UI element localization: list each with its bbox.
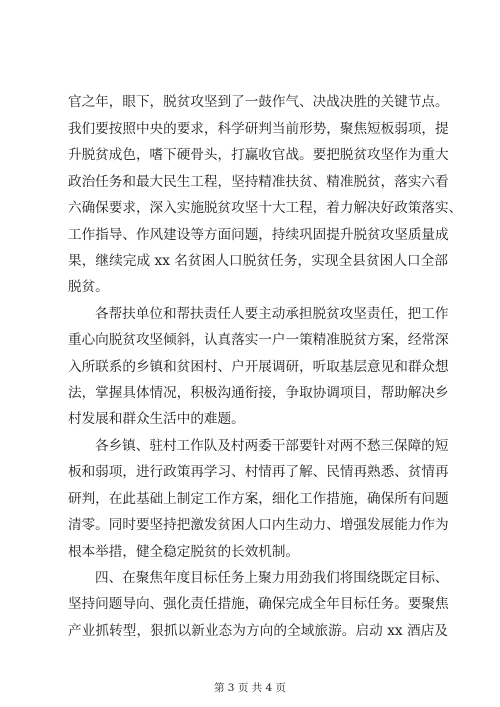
text-line: 坚持问题导向、强化责任措施，确保完成全年目标任务。要聚焦 [68, 596, 449, 612]
text-line: 入所联系的乡镇和贫困村、户开展调研，听取基层意见和群众想 [68, 359, 449, 375]
text-line: 各帮扶单位和帮扶责任人要主动承担脱贫攻坚责任，把工作 [95, 306, 449, 322]
text-line: 六确保要求，深入实施脱贫攻坚十大工程，着力解决好政策落实、 [68, 200, 463, 216]
text-line: 法，掌握具体情况，积极沟通衔接，争取协调项目，帮助解决乡 [68, 385, 449, 401]
text-line: 脱贫。 [68, 279, 109, 295]
text-line: 各乡镇、驻村工作队及村两委干部要针对两不愁三保障的短 [95, 438, 449, 454]
page-number-footer: 第 3 页 共 4 页 [213, 682, 287, 694]
text-line: 根本举措，健全稳定脱贫的长效机制。 [68, 544, 300, 560]
text-line: 四、在聚焦年度目标任务上聚力用劲我们将围绕既定目标、 [95, 570, 449, 586]
text-line: 官之年，眼下，脱贫攻坚到了一鼓作气、决战决胜的关键节点。 [68, 94, 449, 110]
text-line: 清零。同时要坚持把激发贫困人口内生动力、增强发展能力作为 [68, 517, 449, 533]
text-line: 果，继续完成 xx 名贫困人口脱贫任务，实现全县贫困人口全部 [68, 253, 448, 269]
text-line: 板和弱项，进行政策再学习、村情再了解、民情再熟悉、贫情再 [68, 464, 449, 480]
text-line: 工作指导、作风建设等方面问题，持续巩固提升脱贫攻坚质量成 [68, 227, 449, 243]
text-line: 重心向脱贫攻坚倾斜，认真落实一户一策精准脱贫方案，经常深 [68, 332, 449, 348]
text-line: 我们要按照中央的要求，科学研判当前形势，聚焦短板弱项，提 [68, 121, 449, 137]
text-line: 村发展和群众生活中的难题。 [68, 411, 245, 427]
text-line: 政治任务和最大民生工程，坚持精准扶贫、精准脱贫，落实六看 [68, 174, 449, 190]
text-line: 研判，在此基础上制定工作方案，细化工作措施，确保所有问题 [68, 491, 449, 507]
text-line: 产业抓转型，狠抓以新业态为方向的全域旅游。启动 xx 酒店及 [68, 623, 448, 639]
text-line: 升脱贫成色，嗜下硬骨头，打赢收官战。要把脱贫攻坚作为重大 [68, 147, 449, 163]
